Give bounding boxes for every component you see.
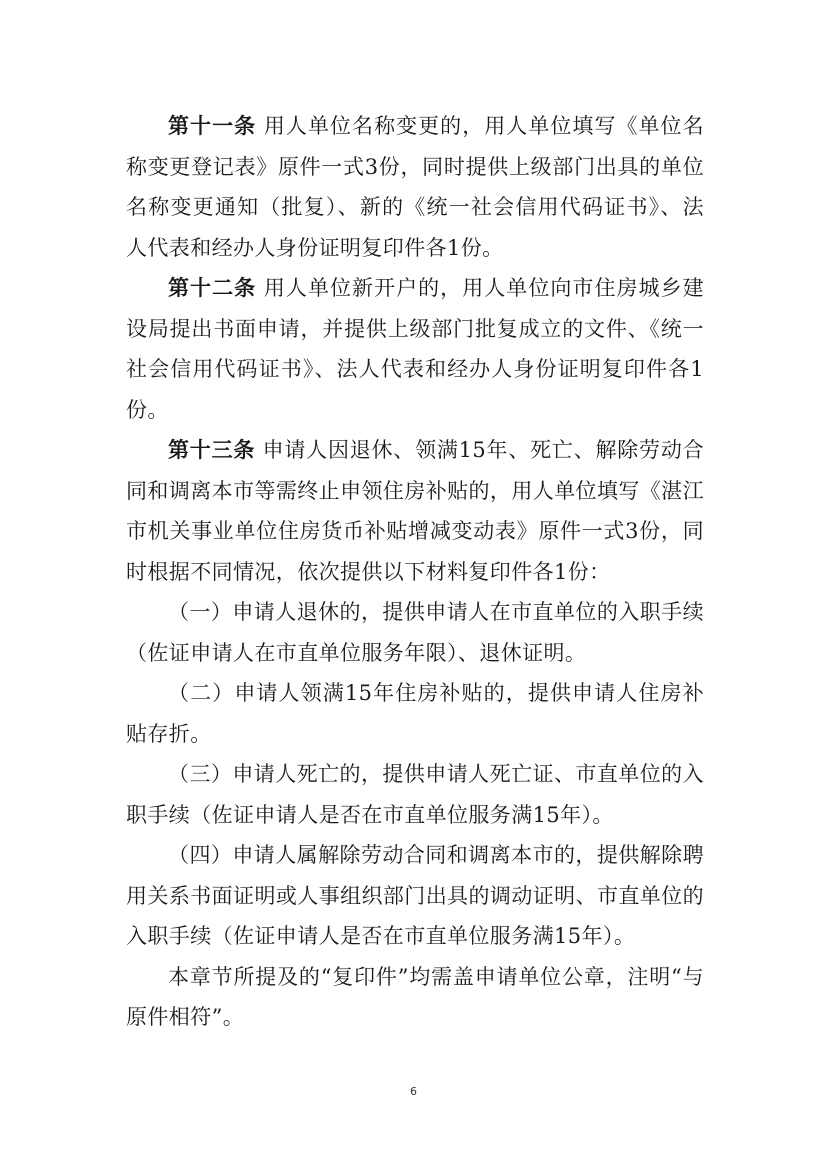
article-13 — [126, 430, 704, 592]
clause-4: （四）申请人属解除劳动合同和调离本市的，提供解除聘用关系书面证明或人事组织部门出具的调动证明、市直单位的入职手续（佐证申请人是否在市直单位服务满15年）。 — [126, 843, 704, 948]
chapter-note: 本章节所提及的“复印件”均需盖申请单位公章，注明“与原件相符”。 — [126, 964, 704, 1029]
clause-3: （三）申请人死亡的，提供申请人死亡证、市直单位的入职手续（佐证申请人是否在市直单位服务满15年）。 — [126, 762, 704, 827]
article-12 — [126, 268, 704, 430]
clause-1: （一）申请人退休的，提供申请人在市直单位的入职手续（佐证申请人在市直单位服务年限）、退休证明。 — [126, 600, 704, 665]
article-text: 用人单位名称变更的，用人单位填写《单位名称变更登记表》原件一式3份，同时提供上级部门出具的单位名称变更通知（批复）、新的《统一社会信用代码证书》、法人代表和经办人身份证明复印件各1份。 — [126, 114, 704, 260]
article-text: 用人单位新开户的，用人单位向市住房城乡建设局提出书面申请，并提供上级部门批复成立的文件、《统一社会信用代码证书》、法人代表和经办人身份证明复印件各1份。 — [126, 276, 704, 422]
article-heading: 第十三条 — [168, 438, 256, 462]
clause-2: （二）申请人领满15年住房补贴的，提供申请人住房补贴存折。 — [126, 681, 704, 746]
article-heading: 第十二条 — [168, 276, 257, 300]
article-11 — [126, 106, 704, 268]
article-heading: 第十一条 — [168, 114, 257, 138]
article-text: 申请人因退休、领满15年、死亡、解除劳动合同和调离本市等需终止申领住房补贴的，用人单位填写《湛江市机关事业单位住房货币补贴增减变动表》原件一式3份，同时根据不同情况，依次提供以下材料复印件各1份： — [126, 438, 705, 584]
page-number: 6 — [410, 1085, 417, 1098]
document-body — [126, 106, 704, 1038]
